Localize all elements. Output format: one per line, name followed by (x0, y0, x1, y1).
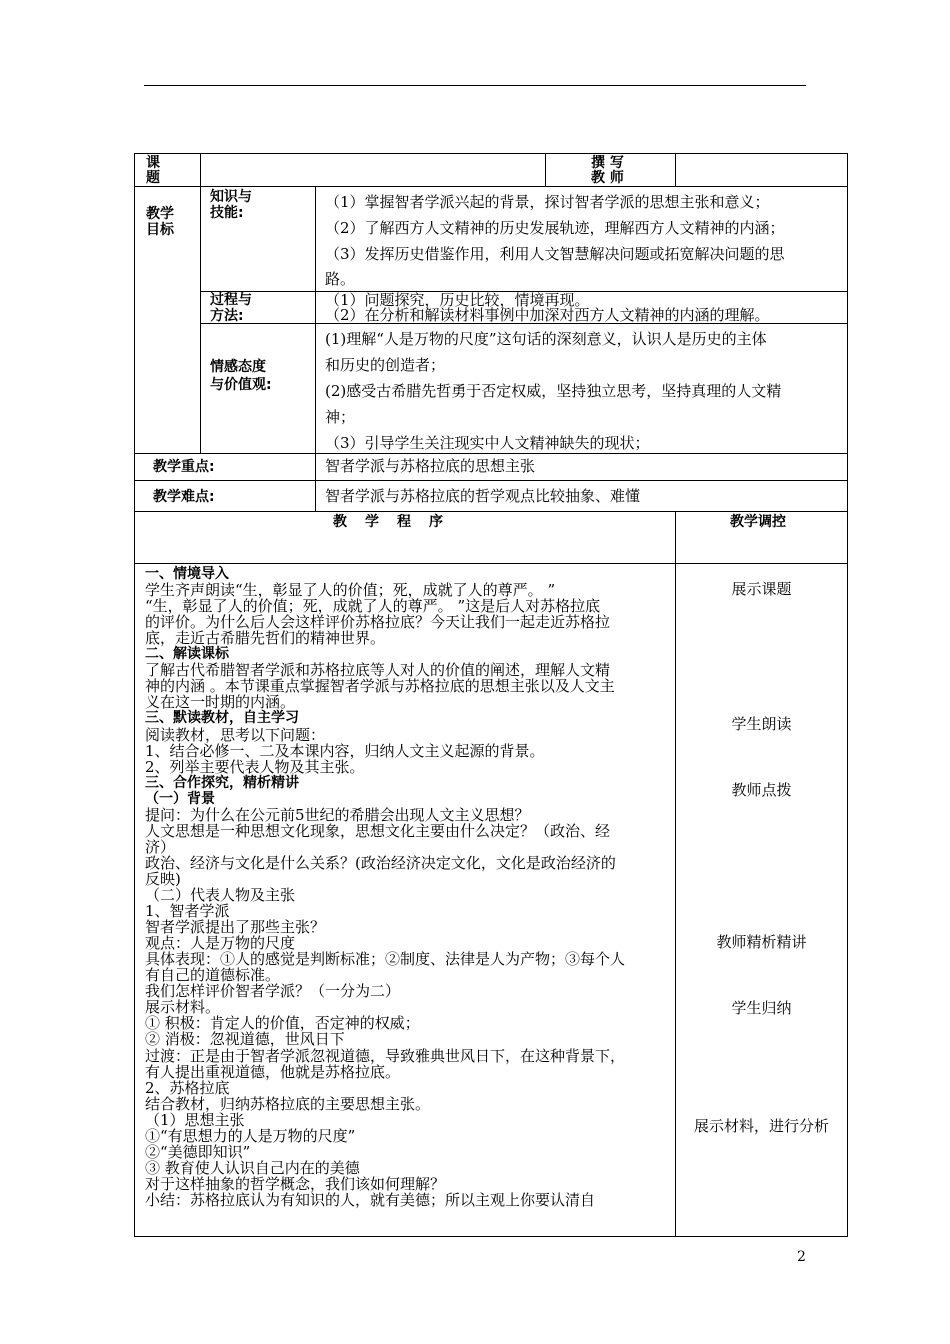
difficulty-value: 智者学派与苏格拉底的哲学观点比较抽象、难懂 (325, 487, 641, 505)
procedure-line: 阅读教材，思考以下问题： (145, 725, 326, 744)
key-point-value: 智者学派与苏格拉底的思想主张 (325, 457, 536, 475)
attitude-item-1: (1)理解“人是万物的尺度”这句话的深刻意义，认识人是历史的主体 (325, 330, 767, 348)
procedure-line: ② 消极：忽视道德，世风日下 (145, 1030, 345, 1049)
author-value[interactable] (676, 154, 846, 185)
procedure-line: 义在这一时期的内涵。 (145, 693, 296, 712)
procedure-line: （一）背景 (145, 790, 215, 807)
control-note: 教师点拨 (731, 781, 792, 799)
author-label-1: 撰 写 (591, 155, 624, 171)
procedure-line: 济） (145, 837, 176, 856)
procedure-line: 有自己的道德标准。 (145, 966, 281, 985)
key-point-label: 教学重点: (153, 459, 215, 475)
procedure-line: 了解古代希腊智者学派和苏格拉底等人对人的价值的阐述，理解人文精 (145, 661, 611, 680)
procedure-line: 结合教材，归纳苏格拉底的主要思想主张。 (145, 1094, 431, 1113)
procedure-line: 2、列举主要代表人物及其主张。 (145, 757, 365, 776)
procedure-line: 底，走近古希腊先哲们的精神世界。 (145, 629, 386, 648)
difficulty-label: 教学难点: (153, 489, 215, 505)
knowledge-item-1: （1）掌握智者学派兴起的背景，探讨智者学派的思想主张和意义； (325, 193, 770, 211)
process-item-2: （2）在分析和解读材料事例中加深对西方人文精神的内涵的理解。 (325, 306, 770, 324)
topic-label-1: 课 (146, 155, 160, 171)
procedure-line: 提问：为什么在公元前5世纪的希腊会出现人文主义思想？ (145, 805, 530, 824)
procedure-line: 一、情境导入 (145, 566, 229, 582)
attitude-item-3: (2)感受古希腊先哲勇于否定权威，坚持独立思考，坚持真理的人文精 (325, 382, 782, 400)
procedure-line: 2、苏格拉底 (145, 1078, 230, 1097)
procedure-line: 智者学派提出了那些主张？ (145, 918, 326, 937)
process-item-1: （1）问题探究，历史比较，情境再现。 (325, 291, 590, 309)
procedure-line: 具体表现：①人的感觉是判断标准；②制度、法律是人为产物；③每个人 (145, 950, 626, 969)
page-number: 2 (797, 1249, 806, 1265)
attitude-item-4: 神； (325, 408, 356, 426)
control-note: 学生归纳 (731, 999, 792, 1017)
control-note: 展示课题 (731, 580, 792, 598)
procedure-line: 二、解读课标 (145, 646, 229, 663)
attitude-label-1: 情感态度 (210, 359, 266, 375)
knowledge-label-2: 技能: (210, 205, 244, 221)
header-rule (144, 85, 806, 86)
procedure-line: ②“美德即知识” (145, 1142, 251, 1161)
attitude-item-2: 和历史的创造者； (325, 356, 446, 374)
procedure-line: 小结：苏格拉底认为有知识的人，就有美德；所以主观上你要认清自 (145, 1190, 596, 1209)
procedure-line: 我们怎样评价智者学派？（一分为二） (145, 982, 401, 1001)
procedure-line: 反映) (145, 869, 181, 888)
procedure-line: 神的内涵 。本节课重点掌握智者学派与苏格拉底的思想主张以及人文主 (145, 677, 615, 696)
control-note: 教师精析精讲 (716, 933, 807, 951)
objectives-label-1: 教学 (146, 206, 174, 222)
procedure-line: ① 积极：肯定人的价值，否定神的权威； (145, 1014, 420, 1033)
procedure-line: （1）思想主张 (145, 1110, 245, 1129)
topic-label-2: 题 (146, 170, 160, 186)
process-label-2: 方法: (210, 308, 244, 324)
procedure-line: 展示材料。 (145, 998, 221, 1017)
procedure-line: 有人提出重视道德，他就是苏格拉底。 (145, 1062, 401, 1081)
procedure-line: 对于这样抽象的哲学概念，我们该如何理解？ (145, 1174, 446, 1193)
procedure-line: 1、智者学派 (145, 902, 230, 921)
procedure-line: 的评价。为什么后人会这样评价苏格拉底？今天让我们一起走近苏格拉 (145, 613, 611, 632)
procedure-line: 学生齐声朗读“生，彰显了人的价值；死，成就了人的尊严。 ” (145, 581, 556, 600)
procedure-line: 观点：人是万物的尺度 (145, 934, 296, 953)
objectives-label-2: 目标 (146, 222, 174, 238)
procedure-line: 三、默读教材，自主学习 (145, 710, 299, 727)
attitude-item-5: （3）引导学生关注现实中人文精神缺失的现状； (325, 434, 650, 452)
control-note: 展示材料，进行分析 (693, 1117, 829, 1135)
control-title: 教学调控 (730, 514, 786, 530)
procedure-line: 政治、经济与文化是什么关系？(政治经济决定文化，文化是政治经济的 (145, 853, 616, 872)
process-label-1: 过程与 (210, 292, 252, 308)
knowledge-item-4: 路。 (325, 270, 356, 288)
procedure-line: （二）代表人物及主张 (145, 886, 296, 904)
knowledge-item-3: （3）发挥历史借鉴作用，利用人文智慧解决问题或拓宽解决问题的思 (325, 245, 785, 263)
attitude-label-2: 与价值观: (210, 377, 272, 393)
procedure-line: “生，彰显了人的价值；死，成就了人的尊严。 ”这是后人对苏格拉底 (145, 597, 601, 616)
topic-value[interactable] (201, 154, 544, 185)
procedure-line: ③ 教育使人认识自己内在的美德 (145, 1158, 360, 1177)
knowledge-item-2: （2）了解西方人文精神的历史发展轨迹，理解西方人文精神的内涵； (325, 219, 785, 237)
procedure-line: 人文思想是一种思想文化现象，思想文化主要由什么决定？（政治、经 (145, 821, 611, 840)
control-note: 学生朗读 (731, 715, 792, 733)
author-label-2: 教 师 (591, 170, 624, 186)
procedure-line: 1、结合必修一、二及本课内容，归纳人文主义起源的背景。 (145, 741, 545, 760)
procedure-line: ①“有思想力的人是万物的尺度” (145, 1126, 356, 1145)
knowledge-label-1: 知识与 (210, 189, 252, 205)
procedure-line: 过渡：正是由于智者学派忽视道德，导致雅典世风日下，在这种背景下， (145, 1046, 626, 1065)
procedure-line: 三、合作探究，精析精讲 (145, 774, 299, 791)
procedure-title: 教 学 程 序 (333, 514, 445, 530)
